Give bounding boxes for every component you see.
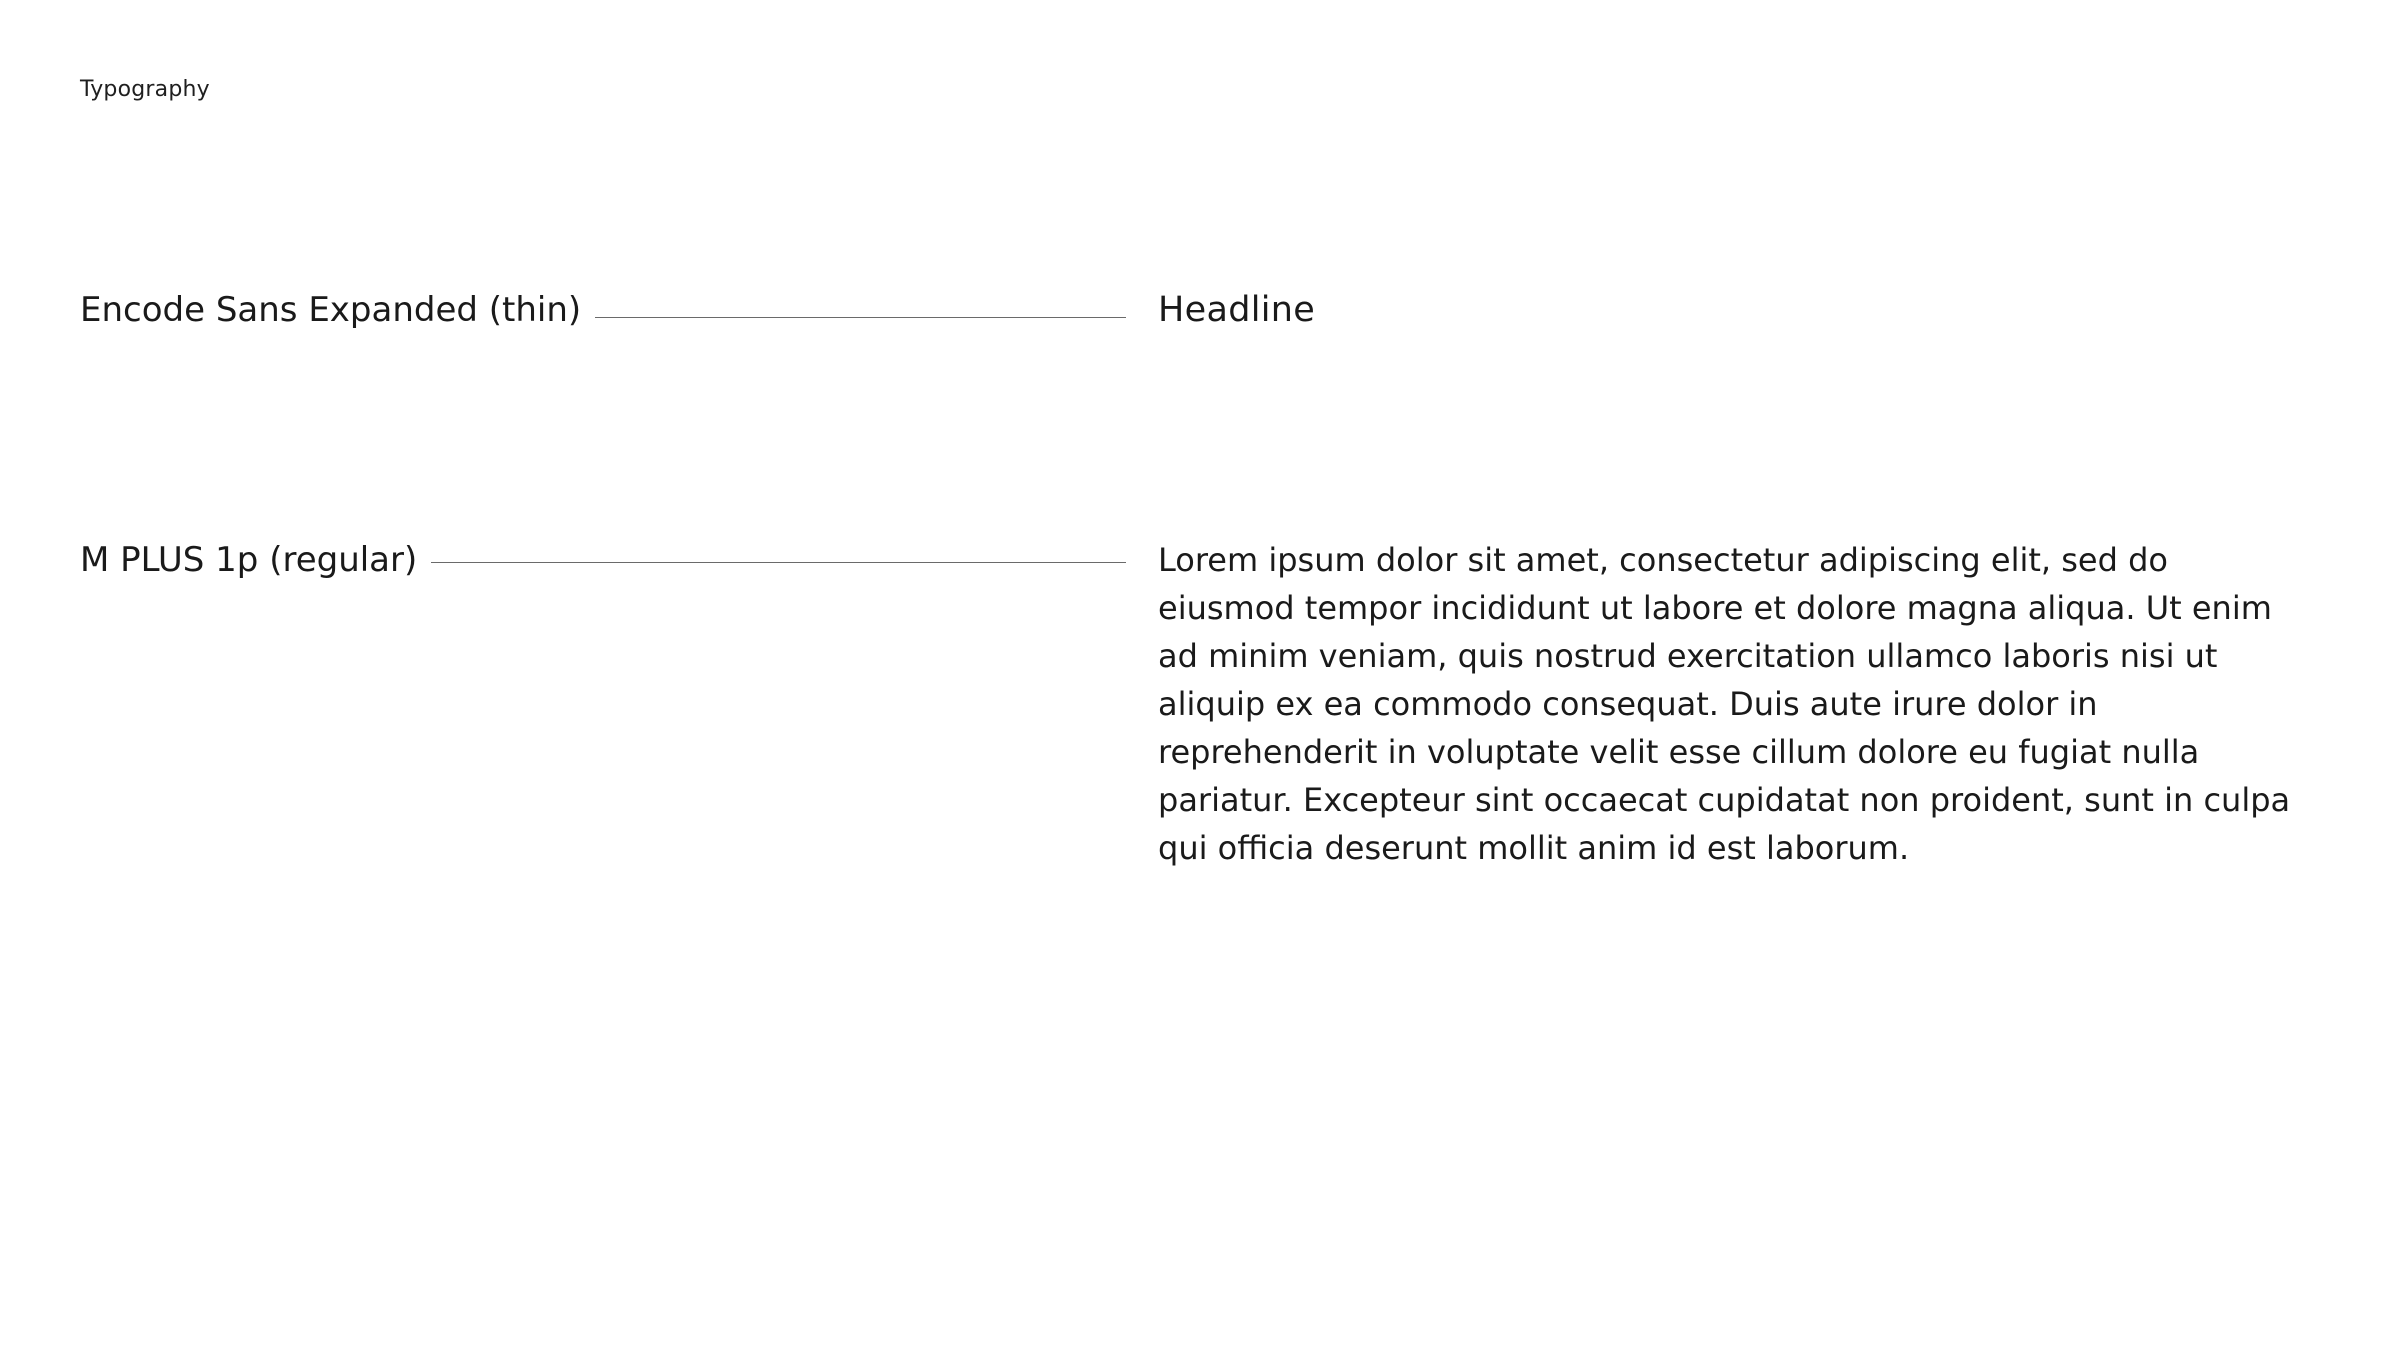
- font-spec: [80, 286, 1126, 334]
- font-spec: [80, 536, 1126, 584]
- typography-row-headline: [80, 286, 2308, 334]
- headline-sample-text: Headline: [1158, 290, 1316, 330]
- font-name-label: M PLUS 1p (regular): [80, 540, 418, 580]
- section-title: Typography: [80, 77, 210, 102]
- leader-line: [431, 562, 1126, 563]
- font-name-label: Encode Sans Expanded (thin): [80, 290, 582, 330]
- body-sample-text: Lorem ipsum dolor sit amet, consectetur adipiscing elit, sed do eiusmod tempor incididunt ut labore et dolore magna aliqua. Ut enim ad minim veniam, quis nostrud exercitation ullamco laboris nisi ut aliquip ex ea commodo consequat. Duis aute irure dolor in reprehenderit in voluptate velit esse cillum dolore eu fugiat nulla pariatur. Excepteur sint occaecat cupidatat non proident, sunt in culpa qui officia deserunt mollit anim id est laborum.: [1158, 541, 2291, 867]
- leader-line: [595, 317, 1126, 318]
- typography-row-body: [80, 536, 2308, 872]
